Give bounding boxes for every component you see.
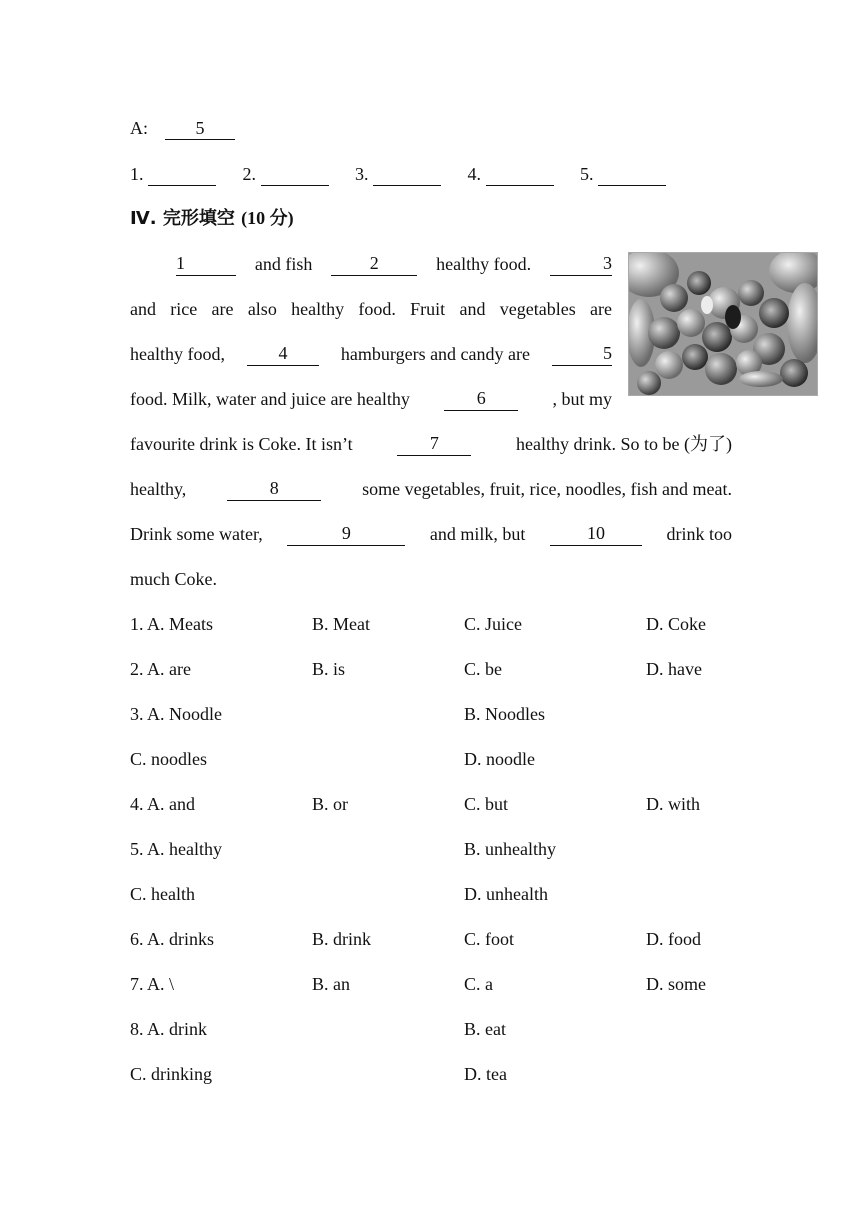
question-7-option-d[interactable]: D. some bbox=[646, 974, 706, 994]
question-4-option-b[interactable]: B. or bbox=[312, 794, 348, 814]
top-answer-blank: 5 bbox=[165, 117, 235, 140]
question-1-option-d[interactable]: D. Coke bbox=[646, 614, 706, 634]
question-4-option-c[interactable]: C. but bbox=[464, 794, 509, 814]
blank-2: 2 bbox=[331, 252, 417, 276]
passage-line-2: and rice are also healthy food. Fruit and vegetables are bbox=[130, 299, 612, 319]
question-6-option-c[interactable]: C. foot bbox=[464, 929, 515, 949]
answer-slots-row bbox=[130, 162, 666, 186]
question-8-option-a[interactable]: 8. A. drink bbox=[130, 1019, 208, 1039]
vegetables-photo bbox=[628, 252, 818, 396]
question-5-option-a[interactable]: 5. A. healthy bbox=[130, 839, 222, 859]
answer-slot-4[interactable]: 4. bbox=[468, 164, 554, 184]
question-1-option-a[interactable]: 1. A. Meats bbox=[130, 614, 213, 634]
blank-3: 3 bbox=[550, 252, 612, 276]
question-4-option-d[interactable]: D. with bbox=[646, 794, 700, 814]
passage-line-6: healthy, 8 some vegetables, fruit, rice, noodles, fish and meat. bbox=[130, 478, 732, 499]
question-2-option-a[interactable]: 2. A. are bbox=[130, 659, 191, 679]
section-points: (10 分) bbox=[241, 208, 294, 228]
passage-line-5: favourite drink is Coke. It isn’t 7 healthy drink. So to be (为了) bbox=[130, 433, 732, 454]
question-5-option-d[interactable]: D. unhealth bbox=[464, 884, 548, 904]
question-5-option-b[interactable]: B. unhealthy bbox=[464, 839, 556, 859]
question-1-option-c[interactable]: C. Juice bbox=[464, 614, 522, 634]
question-3-option-d[interactable]: D. noodle bbox=[464, 749, 535, 769]
question-6-option-d[interactable]: D. food bbox=[646, 929, 701, 949]
top-answer-label: A: bbox=[130, 118, 148, 138]
question-8-option-c[interactable]: C. drinking bbox=[130, 1064, 213, 1084]
answer-slot-5[interactable]: 5. bbox=[580, 164, 666, 184]
passage-line-7: Drink some water, 9 and milk, but 10 drink too bbox=[130, 523, 732, 544]
section-title-text: Ⅳ. 完形填空 bbox=[130, 208, 235, 229]
top-answer bbox=[130, 116, 235, 140]
question-3-option-c[interactable]: C. noodles bbox=[130, 749, 208, 769]
question-6-option-a[interactable]: 6. A. drinks bbox=[130, 929, 215, 949]
passage-line-3: healthy food, 4 hamburgers and candy are 5 bbox=[130, 343, 612, 364]
question-2-option-b[interactable]: B. is bbox=[312, 659, 346, 679]
question-3-option-a[interactable]: 3. A. Noodle bbox=[130, 704, 222, 724]
question-1-option-b[interactable]: B. Meat bbox=[312, 614, 370, 634]
blank-5: 5 bbox=[552, 342, 612, 366]
question-5-option-c[interactable]: C. health bbox=[130, 884, 195, 904]
question-7-option-a[interactable]: 7. A. \ bbox=[130, 974, 175, 994]
question-2-option-d[interactable]: D. have bbox=[646, 659, 702, 679]
answer-slot-2[interactable]: 2. bbox=[243, 164, 329, 184]
blank-8: 8 bbox=[227, 477, 321, 501]
question-7-option-c[interactable]: C. a bbox=[464, 974, 493, 994]
passage-line-8: much Coke. bbox=[130, 569, 217, 589]
passage-line-4: food. Milk, water and juice are healthy 6 , but my bbox=[130, 388, 612, 409]
question-6-option-b[interactable]: B. drink bbox=[312, 929, 372, 949]
section-title bbox=[130, 206, 294, 230]
passage-line-1: 1 and fish 2 healthy food. 3 bbox=[176, 253, 612, 274]
question-7-option-b[interactable]: B. an bbox=[312, 974, 350, 994]
blank-6: 6 bbox=[444, 387, 518, 411]
blank-10: 10 bbox=[550, 522, 642, 546]
question-4-option-a[interactable]: 4. A. and bbox=[130, 794, 195, 814]
question-2-option-c[interactable]: C. be bbox=[464, 659, 502, 679]
blank-4: 4 bbox=[247, 342, 319, 366]
answer-slot-1[interactable]: 1. bbox=[130, 164, 216, 184]
question-8-option-b[interactable]: B. eat bbox=[464, 1019, 506, 1039]
blank-9: 9 bbox=[287, 522, 405, 546]
answer-slot-3[interactable]: 3. bbox=[355, 164, 441, 184]
blank-7: 7 bbox=[397, 432, 471, 456]
question-3-option-b[interactable]: B. Noodles bbox=[464, 704, 545, 724]
blank-1: 1 bbox=[176, 252, 236, 276]
question-8-option-d[interactable]: D. tea bbox=[464, 1064, 507, 1084]
